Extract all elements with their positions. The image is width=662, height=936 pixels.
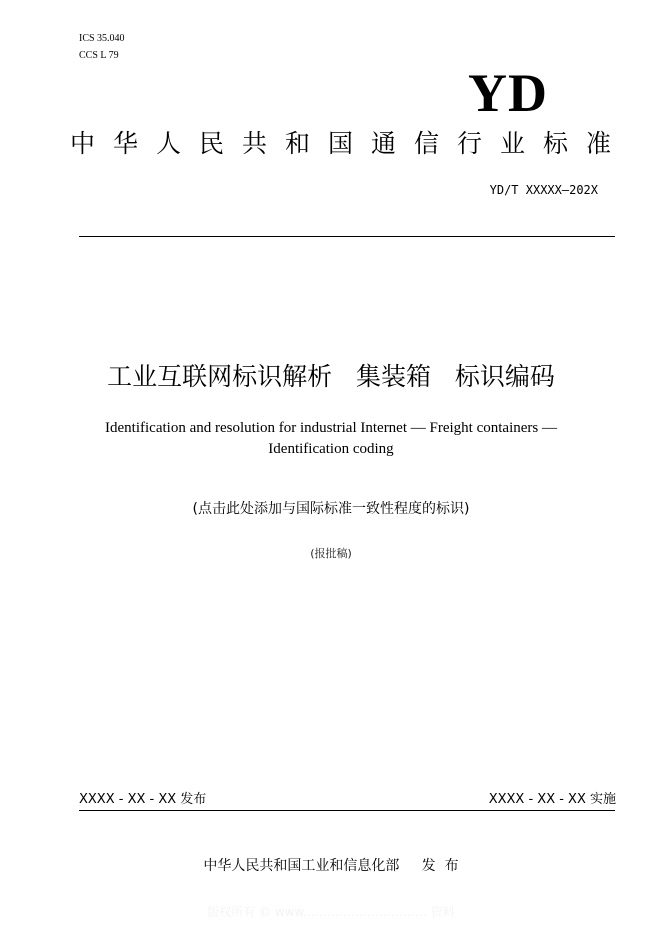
ics-code: ICS 35.040 <box>79 33 125 44</box>
top-divider <box>79 236 615 237</box>
document-title-english <box>60 418 602 460</box>
implementation-date: XXXX - XX - XX 实施 <box>488 792 616 807</box>
publisher: 中华人民共和国工业和信息化部 发 布 <box>203 858 459 874</box>
issue-date: XXXX - XX - XX 发布 <box>79 792 207 807</box>
document-title-chinese: 工业互联网标识解析 集装箱 标识编码 <box>107 362 555 391</box>
english-title-line-2: Identification coding <box>268 441 394 457</box>
standard-category-title: 中华人民共和国通信行业标准 <box>70 129 615 158</box>
ccs-code: CCS L 79 <box>79 50 119 61</box>
bottom-divider <box>79 810 615 811</box>
standard-number: YD/T XXXXX—202X <box>489 183 598 197</box>
english-title-line-1: Identification and resolution for industrial Internet — Freight containers — <box>105 420 557 436</box>
draft-status: (报批稿) <box>310 547 352 560</box>
yd-logo: YD <box>468 63 548 123</box>
conformity-note: (点击此处添加与国际标准一致性程度的标识) <box>192 501 470 517</box>
watermark: 版权所有 © www.………………………… 资料 <box>207 905 455 919</box>
